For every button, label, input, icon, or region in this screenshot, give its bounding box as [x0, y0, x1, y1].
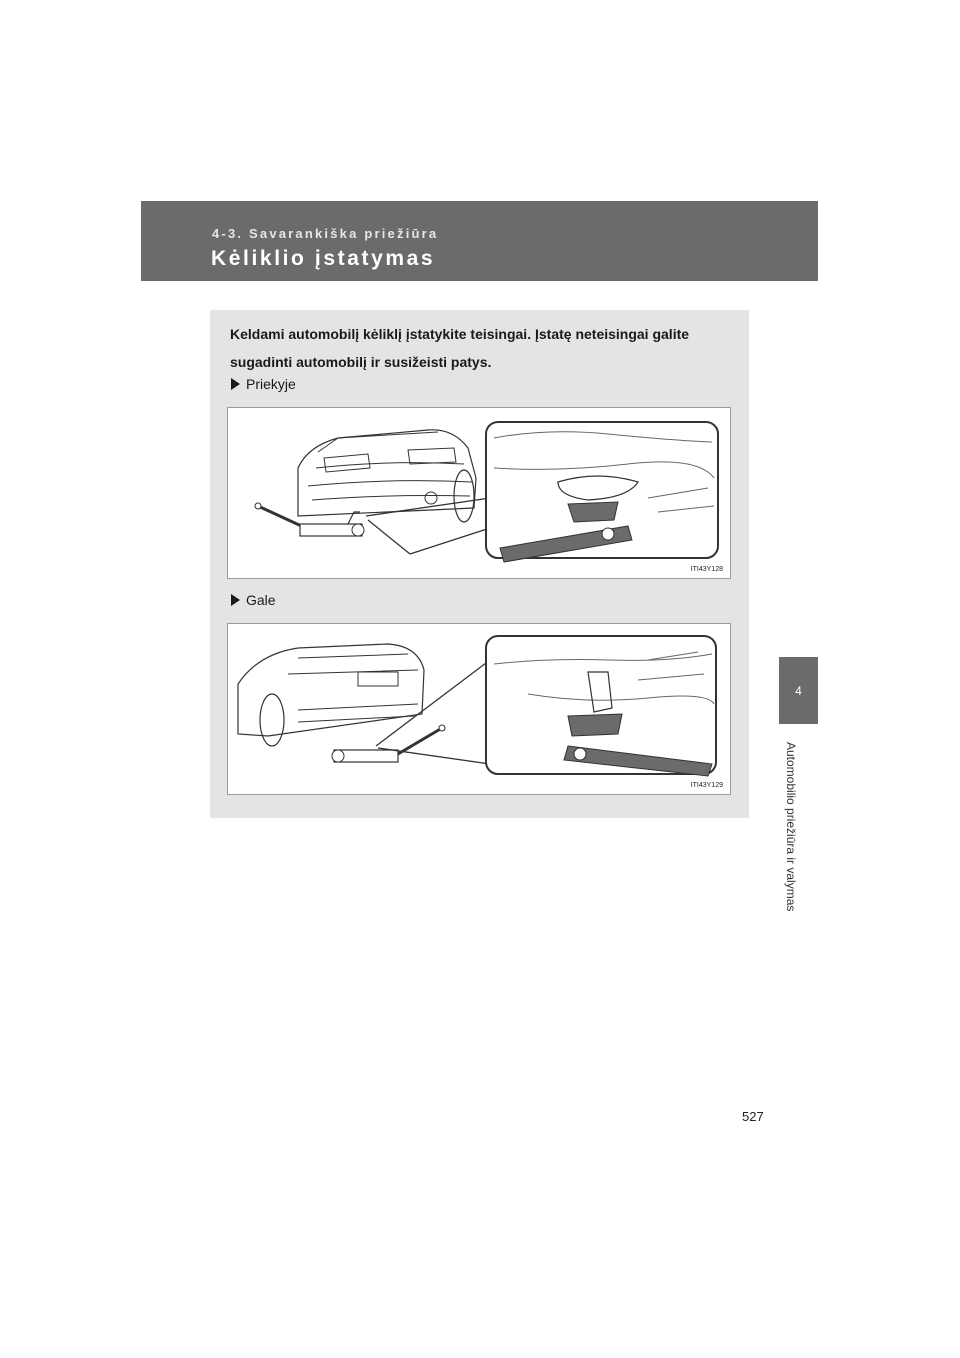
- chapter-tab-number: 4: [795, 683, 802, 698]
- front-subhead-label: Priekyje: [246, 376, 296, 392]
- right-triangle-bullet-icon: [231, 378, 240, 390]
- front-subhead: [231, 376, 296, 392]
- right-triangle-bullet-icon: [231, 594, 240, 606]
- rear-figure-code: ITI43Y129: [690, 782, 723, 789]
- front-figure-code: ITI43Y128: [690, 566, 723, 573]
- section-number: 4-3. Savarankiška priežiūra: [212, 226, 439, 241]
- page-number: 527: [742, 1109, 764, 1124]
- chapter-tab: [779, 657, 818, 724]
- rear-jack-figure: [227, 623, 731, 795]
- front-jack-figure: [227, 407, 731, 579]
- content-panel: [210, 310, 749, 818]
- chapter-header: [141, 201, 818, 281]
- front-car-illustration: [228, 408, 730, 578]
- rear-subhead: [231, 592, 276, 608]
- rear-car-illustration: [228, 624, 730, 794]
- chapter-side-label: Automobilio priežiūra ir valymas: [784, 742, 798, 912]
- intro-text: Keldami automobilį kėliklį įstatykite teisingai. Įstatę neteisingai galite sugadinti automobilį ir susižeisti patys.: [230, 326, 690, 370]
- page-title: Kėliklio įstatymas: [211, 247, 436, 270]
- rear-subhead-label: Gale: [246, 592, 276, 608]
